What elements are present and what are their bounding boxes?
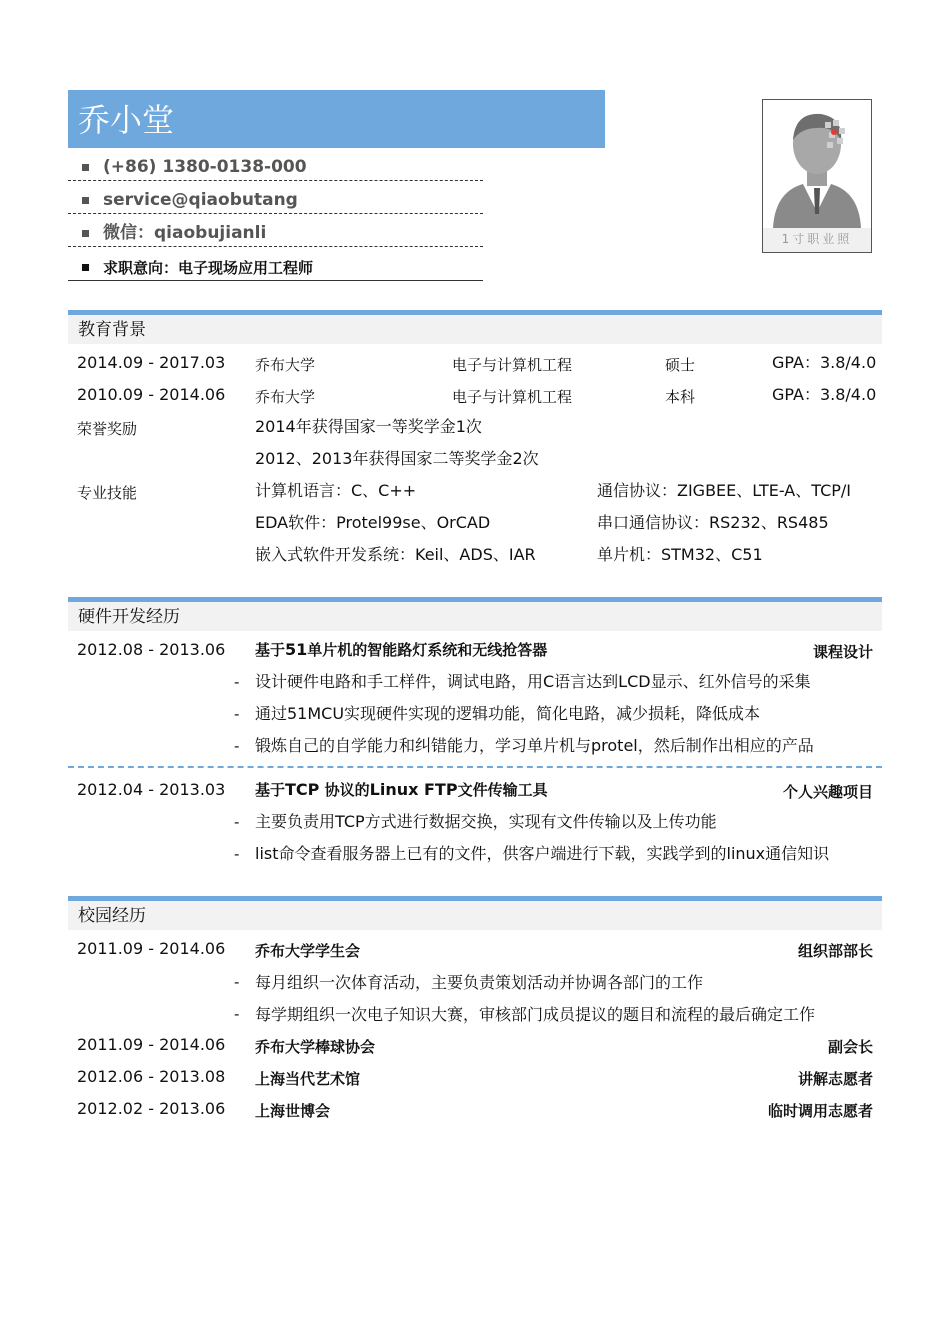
section-band — [68, 602, 882, 631]
bullet-dash: - — [234, 845, 240, 863]
solid-divider — [68, 280, 483, 281]
bullet-square-icon — [82, 230, 89, 237]
edu-gpa: GPA：3.8/4.0 — [772, 385, 877, 404]
contact-phone — [68, 156, 483, 180]
campus-role: 讲解志愿者 — [797, 1070, 873, 1088]
honor-item: 2012、2013年获得国家二等奖学金2次 — [255, 449, 539, 468]
section-title: 校园经历 — [78, 906, 146, 926]
bullet-dash: - — [234, 1005, 240, 1023]
bullet-square-icon — [82, 264, 89, 271]
honors-label: 荣誉奖励 — [77, 420, 138, 438]
section-education — [68, 310, 882, 344]
profile-photo — [762, 99, 872, 253]
project-title: 基于51单片机的智能路灯系统和无线抢答器 — [255, 640, 548, 659]
section-hardware — [68, 597, 882, 631]
campus-role: 临时调用志愿者 — [767, 1102, 873, 1120]
project-date: 2012.08 - 2013.06 — [77, 640, 226, 659]
campus-date: 2011.09 - 2014.06 — [77, 939, 226, 958]
dashed-separator — [68, 766, 882, 768]
bullet-dash: - — [234, 737, 240, 755]
project-bullet: 设计硬件电路和手工样件，调试电路，用C语言达到LCD显示、红外信号的采集 — [255, 672, 811, 691]
section-band — [68, 315, 882, 344]
bullet-dash: - — [234, 813, 240, 831]
edu-school: 乔布大学 — [255, 388, 316, 406]
dashed-divider — [68, 246, 483, 247]
bullet-square-icon — [82, 197, 89, 204]
project-role: 个人兴趣项目 — [782, 783, 873, 801]
campus-date: 2011.09 - 2014.06 — [77, 1035, 226, 1054]
edu-degree: 本科 — [665, 388, 696, 406]
name-banner — [68, 90, 605, 148]
contact-email — [68, 189, 483, 213]
email-text: service@qiaobutang — [103, 190, 298, 210]
bullet-dash: - — [234, 673, 240, 691]
bullet-dash: - — [234, 973, 240, 991]
dashed-divider — [68, 213, 483, 214]
project-bullet: 主要负责用TCP方式进行数据交换，实现有文件传输以及上传功能 — [255, 812, 717, 831]
skill-item: 串口通信协议：RS232、RS485 — [597, 513, 829, 532]
project-date: 2012.04 - 2013.03 — [77, 780, 226, 799]
project-bullet: 锻炼自己的自学能力和纠错能力，学习单片机与protel，然后制作出相应的产品 — [255, 736, 814, 755]
skill-item: EDA软件：Protel99se、OrCAD — [255, 513, 491, 532]
section-title: 教育背景 — [78, 320, 146, 340]
section-campus — [68, 896, 882, 930]
campus-org: 上海当代艺术馆 — [255, 1070, 361, 1088]
edu-major: 电子与计算机工程 — [452, 356, 573, 374]
edu-major: 电子与计算机工程 — [452, 388, 573, 406]
campus-role: 副会长 — [827, 1038, 873, 1056]
job-intent — [68, 257, 483, 281]
bullet-square-icon — [82, 164, 89, 171]
contact-wechat — [68, 222, 483, 246]
project-bullet: list命令查看服务器上已有的文件，供客户端进行下载，实践学到的linux通信知识 — [255, 844, 830, 863]
campus-org: 乔布大学棒球协会 — [255, 1038, 376, 1056]
campus-bullet: 每学期组织一次电子知识大赛，审核部门成员提议的题目和流程的最后确定工作 — [255, 1005, 816, 1024]
phone-text: (+86) 1380-0138-000 — [103, 157, 307, 177]
job-intent-text: 求职意向：电子现场应用工程师 — [103, 259, 314, 277]
campus-bullet: 每月组织一次体育活动，主要负责策划活动并协调各部门的工作 — [255, 973, 704, 992]
section-band — [68, 901, 882, 930]
edu-school: 乔布大学 — [255, 356, 316, 374]
edu-date: 2014.09 - 2017.03 — [77, 353, 226, 372]
photo-caption: 1寸职业照 — [781, 232, 853, 246]
skill-item: 单片机：STM32、C51 — [597, 545, 763, 564]
honor-item: 2014年获得国家一等奖学金1次 — [255, 417, 482, 436]
dashed-divider — [68, 180, 483, 181]
skills-label: 专业技能 — [77, 484, 138, 502]
campus-org: 乔布大学学生会 — [255, 942, 361, 960]
edu-date: 2010.09 - 2014.06 — [77, 385, 226, 404]
edu-degree: 硕士 — [665, 356, 696, 374]
skill-item: 通信协议：ZIGBEE、LTE-A、TCP/I — [597, 481, 852, 500]
edu-gpa: GPA：3.8/4.0 — [772, 353, 877, 372]
skill-item: 计算机语言：C、C++ — [255, 481, 417, 500]
campus-role: 组织部部长 — [797, 942, 873, 960]
project-title: 基于TCP 协议的Linux FTP文件传输工具 — [255, 780, 548, 799]
campus-date: 2012.02 - 2013.06 — [77, 1099, 226, 1118]
bullet-dash: - — [234, 705, 240, 723]
section-title: 硬件开发经历 — [78, 607, 180, 627]
campus-org: 上海世博会 — [255, 1102, 331, 1120]
project-bullet: 通过51MCU实现硬件实现的逻辑功能，简化电路，减少损耗，降低成本 — [255, 704, 761, 723]
candidate-name: 乔小堂 — [78, 101, 175, 139]
wechat-text: 微信：qiaobujianli — [103, 223, 267, 243]
campus-date: 2012.06 - 2013.08 — [77, 1067, 226, 1086]
project-role: 课程设计 — [812, 643, 873, 661]
skill-item: 嵌入式软件开发系统：Keil、ADS、IAR — [255, 545, 536, 564]
